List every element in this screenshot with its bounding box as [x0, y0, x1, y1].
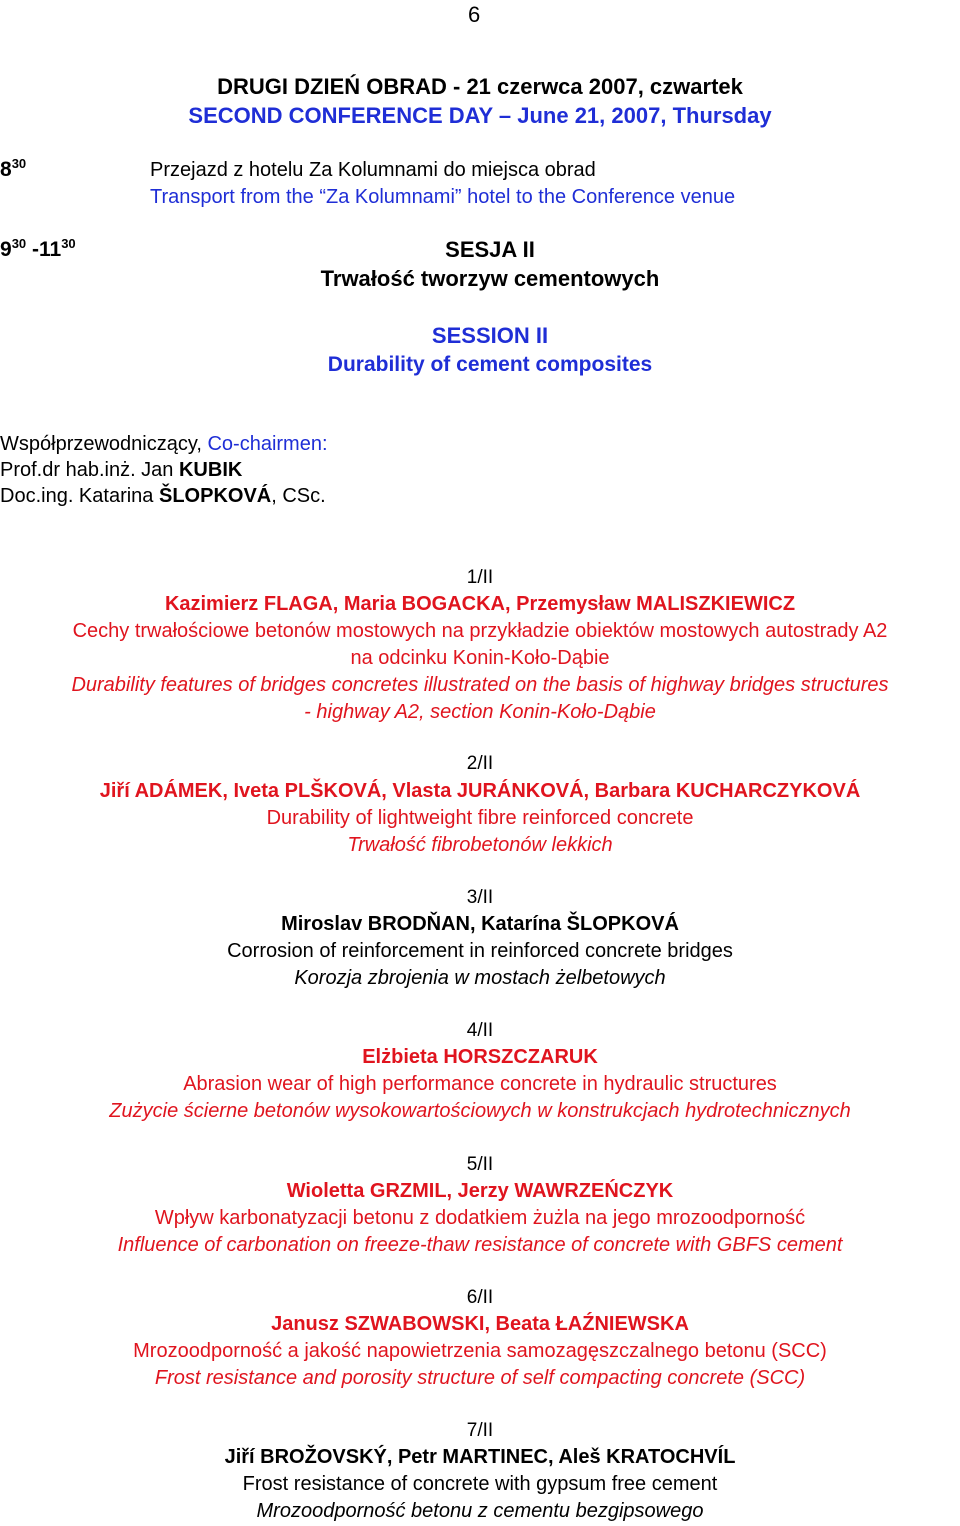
session-start-hour: 9 — [0, 238, 12, 261]
paper-1-number: 1/II — [466, 567, 494, 588]
paper-2-translation: Trwałość fibrobetonów lekkich — [347, 834, 613, 856]
paper-3-translation: Korozja zbrojenia w mostach żelbetowych — [294, 967, 666, 989]
paper-1-translation-line1: Durability features of bridges concretes illustrated on the basis of highway bridges structures — [71, 674, 889, 696]
chair-1-title: Prof.dr hab.inż. Jan — [0, 459, 179, 481]
paper-1-title-line1: Cechy trwałościowe betonów mostowych na przykładzie obiektów mostowych autostrady A2 — [72, 620, 888, 642]
paper-5-translation: Influence of carbonation on freeze-thaw resistance of concrete with GBFS cement — [117, 1234, 843, 1256]
paper-1-title-line2: na odcinku Konin-Koło-Dąbie — [350, 647, 610, 669]
paper-4-authors: Elżbieta HORSZCZARUK — [362, 1046, 598, 1068]
session-subtitle-pl: Trwałość tworzyw cementowych — [320, 266, 660, 291]
paper-2-title: Durability of lightweight fibre reinforced concrete — [266, 807, 694, 829]
session-start-min: 30 — [11, 236, 27, 251]
chair-1-surname: KUBIK — [178, 459, 243, 481]
session-name-pl: SESJA II — [445, 237, 535, 262]
day-title-en: SECOND CONFERENCE DAY – June 21, 2007, Thursday — [188, 103, 772, 128]
session-subtitle-en: Durability of cement composites — [327, 353, 653, 376]
paper-7-number: 7/II — [466, 1420, 494, 1441]
paper-6-authors: Janusz SZWABOWSKI, Beata ŁAŹNIEWSKA — [271, 1313, 689, 1335]
paper-1-authors: Kazimierz FLAGA, Maria BOGACKA, Przemysław MALISZKIEWICZ — [164, 593, 796, 615]
paper-4-number: 4/II — [466, 1020, 494, 1041]
paper-2-number: 2/II — [466, 753, 494, 774]
chair-1 — [0, 459, 242, 482]
transport-text-pl: Przejazd z hotelu Za Kolumnami do miejsca obrad — [150, 159, 596, 181]
paper-6-translation: Frost resistance and porosity structure of self compacting concrete (SCC) — [154, 1367, 806, 1389]
paper-4-translation: Zużycie ścierne betonów wysokowartościowych w konstrukcjach hydrotechnicznych — [109, 1100, 851, 1122]
transport-text-en: Transport from the “Za Kolumnami” hotel to the Conference venue — [150, 186, 736, 208]
paper-5-number: 5/II — [466, 1154, 494, 1175]
paper-2-authors: Jiří ADÁMEK, Iveta PLŠKOVÁ, Vlasta JURÁNKOVÁ, Barbara KUCHARCZYKOVÁ — [99, 780, 861, 802]
paper-4-title: Abrasion wear of high performance concrete in hydraulic structures — [183, 1073, 777, 1095]
page-number: 6 — [468, 2, 481, 27]
paper-5-authors: Wioletta GRZMIL, Jerzy WAWRZEŃCZYK — [286, 1180, 674, 1202]
paper-5-title: Wpływ karbonatyzacji betonu z dodatkiem żużla na jego mrozoodporność — [154, 1207, 806, 1229]
paper-7-translation: Mrozoodporność betonu z cementu bezgipsowego — [256, 1500, 704, 1522]
transport-hour: 8 — [0, 158, 12, 181]
paper-3-title: Corrosion of reinforcement in reinforced concrete bridges — [227, 940, 733, 962]
session-separator: - — [32, 238, 39, 261]
paper-7-title: Frost resistance of concrete with gypsum free cement — [242, 1473, 718, 1495]
paper-7-authors: Jiří BROŽOVSKÝ, Petr MARTINEC, Aleš KRATOCHVÍL — [224, 1446, 736, 1468]
transport-minutes: 30 — [11, 156, 27, 171]
chairs-label-pl: Współprzewodniczący, — [0, 433, 208, 455]
transport-time — [0, 158, 26, 182]
day-title-pl: DRUGI DZIEŃ OBRAD - 21 czerwca 2007, czwartek — [217, 74, 743, 99]
session-end-min: 30 — [61, 236, 76, 251]
chairs-label — [0, 433, 328, 456]
paper-3-authors: Miroslav BRODŇAN, Katarína ŠLOPKOVÁ — [281, 913, 679, 935]
chair-2-title: Doc.ing. Katarina — [0, 485, 159, 507]
session-end-hour: 11 — [39, 238, 62, 261]
chair-2 — [0, 485, 326, 508]
chair-2-suffix: , CSc. — [271, 485, 326, 507]
paper-3-number: 3/II — [466, 887, 494, 908]
chairs-label-en: Co-chairmen: — [207, 433, 328, 455]
chair-2-surname: ŠLOPKOVÁ — [158, 485, 272, 507]
paper-6-title: Mrozoodporność a jakość napowietrzenia samozagęszczalnego betonu (SCC) — [133, 1340, 827, 1362]
paper-1-translation-line2: - highway A2, section Konin-Koło-Dąbie — [304, 701, 656, 723]
paper-6-number: 6/II — [466, 1287, 494, 1308]
session-name-en: SESSION II — [431, 323, 549, 348]
